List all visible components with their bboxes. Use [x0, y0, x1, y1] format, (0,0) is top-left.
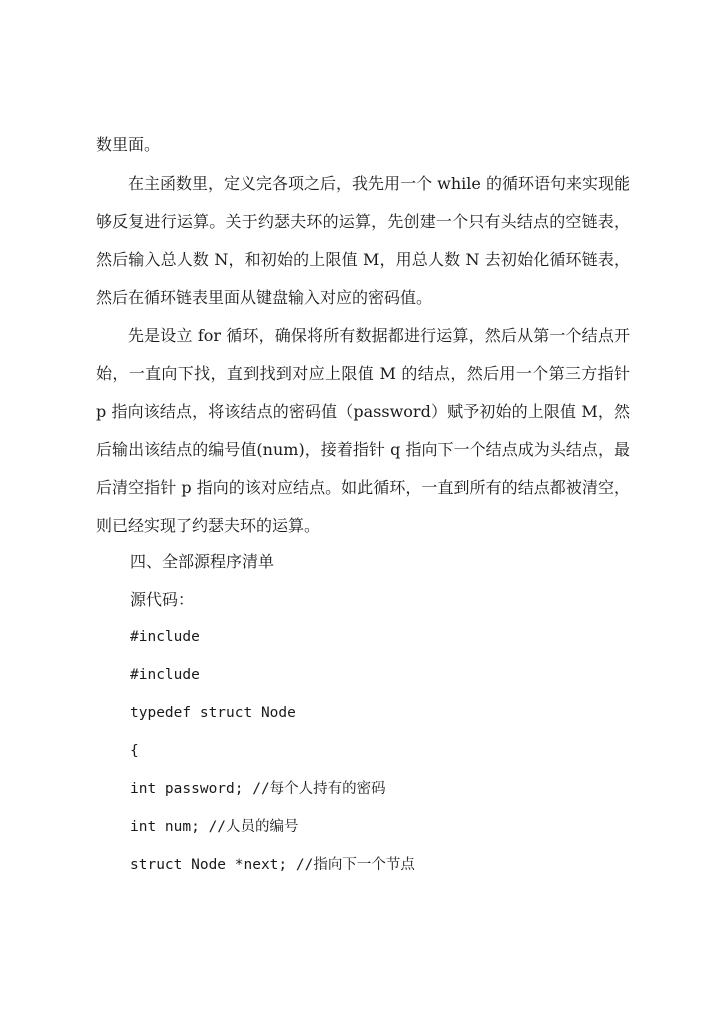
paragraph-for-loop: 先是设立 for 循环，确保将所有数据都进行运算，然后从第一个结点开始，一直向下找，直到找到对应上限值 M 的结点，然后用一个第三方指针 p 指向该结点，将该结点的密码值（password）赋予初始的上限值 M，然后输出该结点的编号值(num)，接着指针 q 指向下一个结点成为头结点，最后清空指针 p 指向的该对应结点。如此循环，一直到所有的结点都被清空，则已经实现了约瑟夫环的运算。 [96, 326, 630, 535]
code-line: #include [130, 629, 200, 645]
code-line: struct Node *next; //指向下一个节点 [130, 857, 415, 873]
code-line: int password; //每个人持有的密码 [130, 781, 386, 797]
body-text [96, 165, 630, 545]
code-line: typedef struct Node [130, 705, 296, 721]
paragraph-main-function: 在主函数里，定义完各项之后，我先用一个 while 的循环语句来实现能够反复进行运算。关于约瑟夫环的运算，先创建一个只有头结点的空链表，然后输入总人数 N，和初始的上限值 M，用总人数 N 去初始化循环链表，然后在循环链表里面从键盘输入对应的密码值。 [96, 174, 630, 307]
section-heading: 四、全部源程序清单 [130, 552, 275, 571]
code-line: int num; //人员的编号 [130, 819, 299, 835]
source-code-label: 源代码： [130, 590, 195, 609]
continuation-line: 数里面。 [96, 135, 161, 154]
code-line: { [130, 743, 139, 759]
code-line: #include [130, 667, 200, 683]
